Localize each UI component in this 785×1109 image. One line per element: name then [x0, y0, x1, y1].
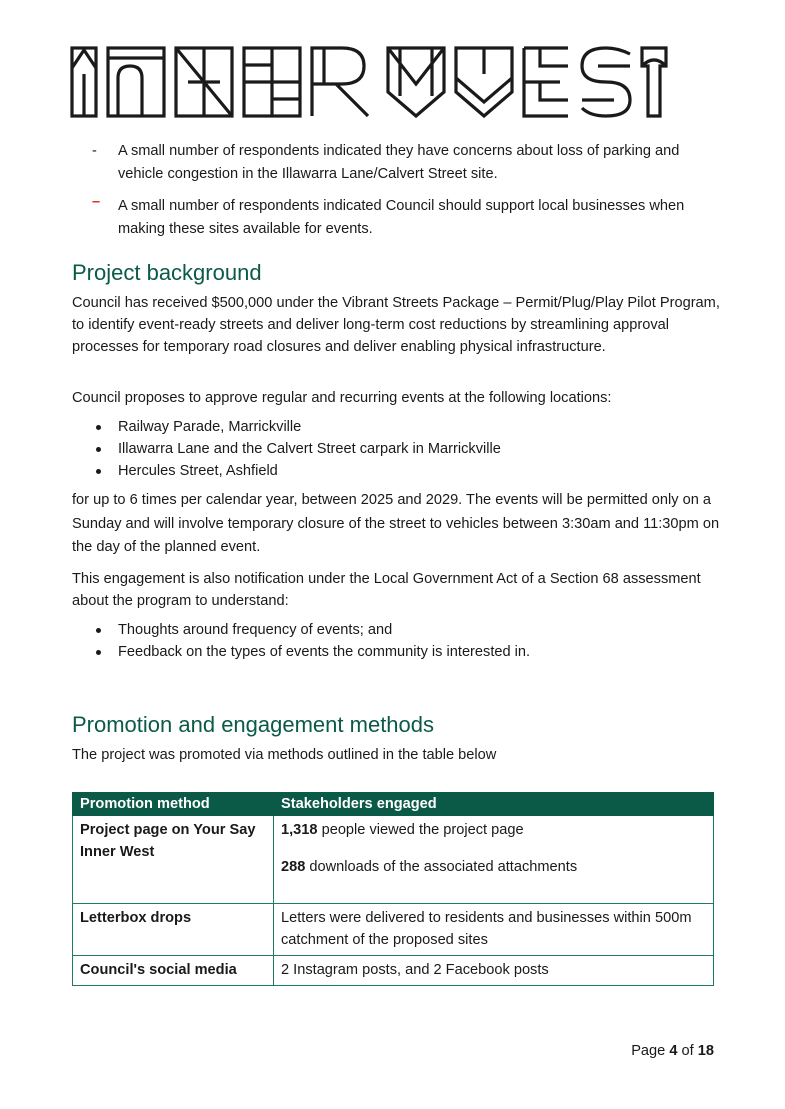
- bullet-icon: [96, 650, 101, 655]
- dash-bullet-icon: –: [92, 194, 101, 210]
- summary-point-text: A small number of respondents indicated Council should support local businesses when making these sites available for events.: [118, 198, 685, 237]
- aims-list: [72, 619, 722, 663]
- promotion-methods-table: [72, 792, 714, 986]
- promotion-intro: The project was promoted via methods outlined in the table below: [72, 747, 497, 763]
- stat-line: 288 downloads of the associated attachments: [281, 859, 578, 875]
- summary-point: [72, 140, 722, 186]
- list-item: Feedback on the types of events the community is interested in.: [72, 641, 722, 663]
- background-paragraph: Council has received $500,000 under the Vibrant Streets Package – Permit/Plug/Play Pilot Program, to identify event-ready streets and deliver long-term cost reductions by streamlining approval processes for temporary road closures and deliver enabling physical infrastructure.: [72, 295, 720, 355]
- summary-point: [72, 195, 722, 241]
- bullet-icon: [96, 447, 101, 452]
- stakeholders-cell: 2 Instagram posts, and 2 Facebook posts: [274, 956, 714, 986]
- section-heading-background: Project background: [72, 260, 262, 285]
- background-paragraph: Council proposes to approve regular and recurring events at the following locations:: [72, 390, 612, 406]
- table-row: [73, 904, 714, 956]
- method-cell: Council's social media: [73, 956, 274, 986]
- bullet-icon: [96, 628, 101, 633]
- method-cell: Project page on Your Say Inner West: [73, 816, 274, 904]
- stat-line: 1,318 people viewed the project page: [281, 822, 524, 838]
- list-item: Illawarra Lane and the Calvert Street carpark in Marrickville: [72, 438, 722, 460]
- background-paragraph: for up to 6 times per calendar year, between 2025 and 2029. The events will be permitted only on a Sunday and will involve temporary closure of the street to vehicles between 3:30am and 11:30pm on the day of the planned event.: [72, 492, 720, 555]
- method-cell: Letterbox drops: [73, 904, 274, 956]
- summary-point-list: [72, 140, 722, 250]
- list-item: Hercules Street, Ashfield: [72, 460, 722, 482]
- stakeholders-cell: Letters were delivered to residents and businesses within 500m catchment of the proposed sites: [274, 904, 714, 956]
- bullet-icon: [96, 425, 101, 430]
- table-header-row: [73, 793, 714, 816]
- dash-bullet-icon: -: [92, 143, 97, 159]
- bullet-icon: [96, 469, 101, 474]
- summary-point-text: A small number of respondents indicated they have concerns about loss of parking and vehicle congestion in the Illawarra Lane/Calvert Street site.: [118, 143, 680, 182]
- background-paragraph: This engagement is also notification under the Local Government Act of a Section 68 assessment about the program to understand:: [72, 571, 701, 609]
- inner-west-logo: [70, 44, 668, 120]
- list-item: Thoughts around frequency of events; and: [72, 619, 722, 641]
- page-number: Page 4 of 18: [631, 1043, 714, 1059]
- table-row: [73, 956, 714, 986]
- section-heading-promotion: Promotion and engagement methods: [72, 712, 435, 737]
- stakeholders-cell: [274, 816, 714, 904]
- table-row: [73, 816, 714, 904]
- column-header: Promotion method: [73, 793, 274, 816]
- location-list: [72, 416, 722, 482]
- list-item: Railway Parade, Marrickville: [72, 416, 722, 438]
- column-header: Stakeholders engaged: [274, 793, 714, 816]
